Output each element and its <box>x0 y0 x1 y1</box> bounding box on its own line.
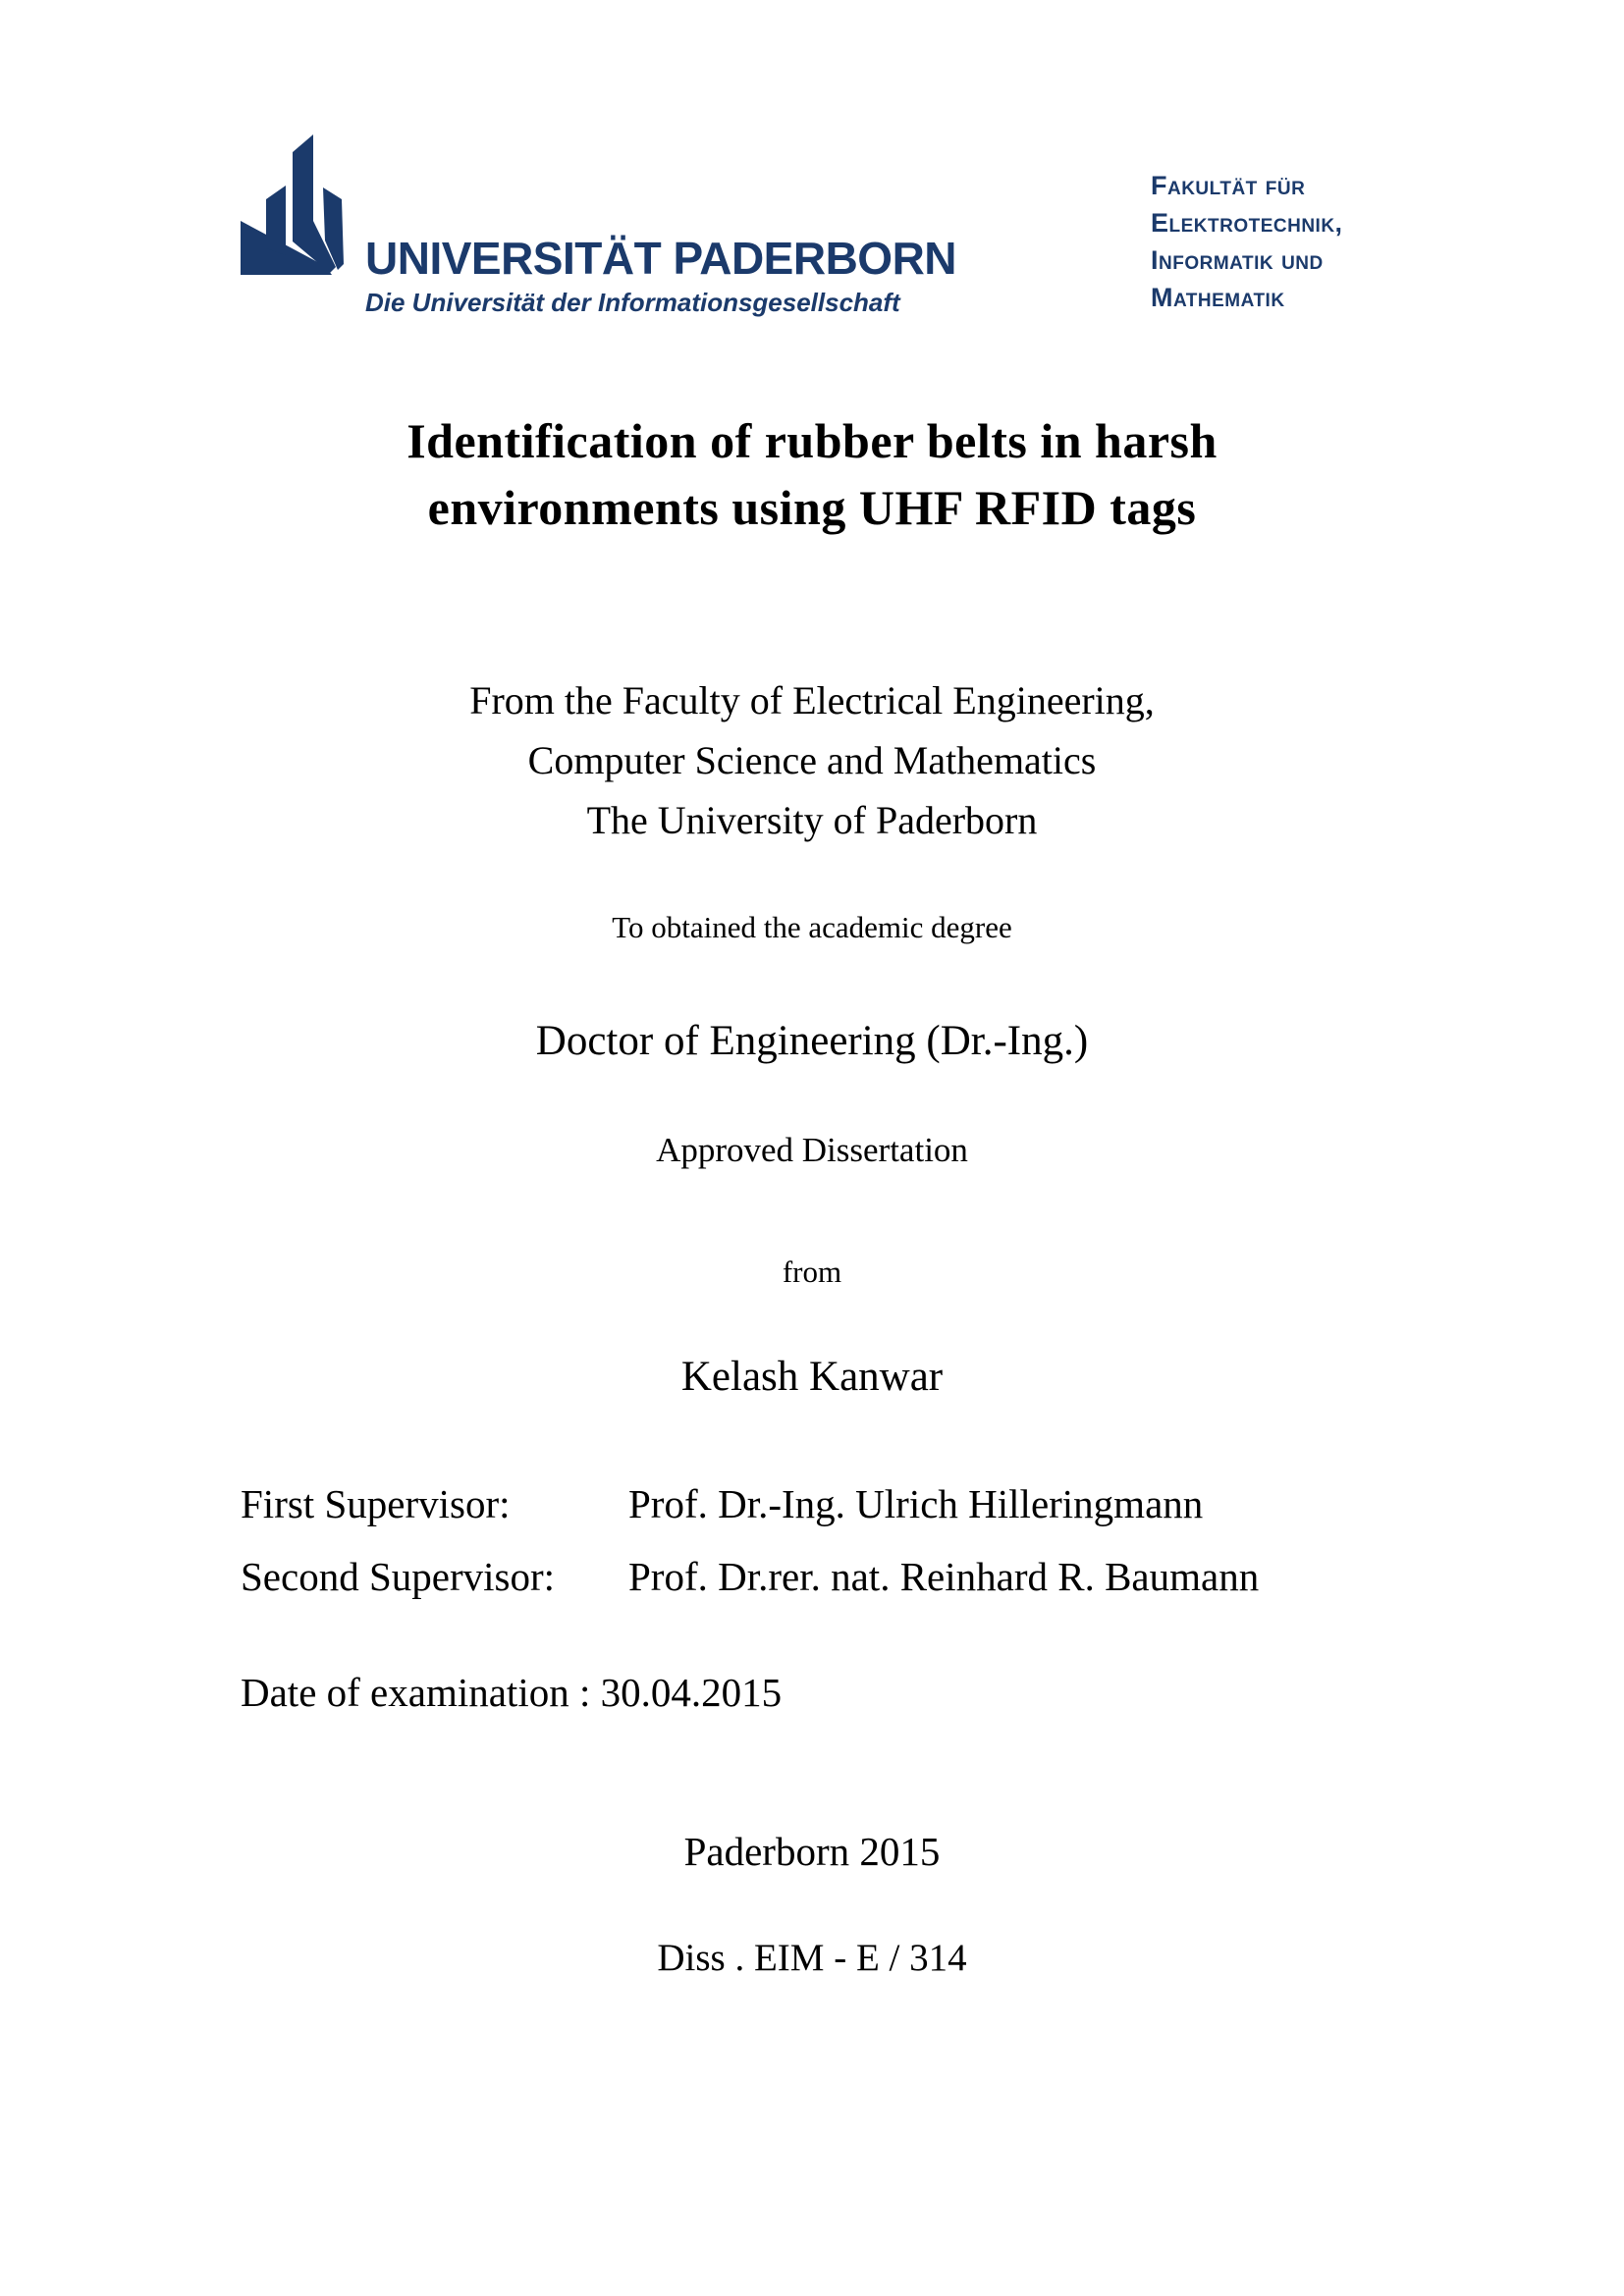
supervisor-row <box>241 1553 1259 1600</box>
supervisor-name: Prof. Dr.rer. nat. Reinhard R. Baumann <box>628 1554 1260 1599</box>
thesis-title-line2: environments using UHF RFID tags <box>427 480 1197 535</box>
dissertation-number: Diss . EIM - E / 314 <box>657 1937 967 1979</box>
affiliation-block <box>0 670 1624 850</box>
degree-name: Doctor of Engineering (Dr.-Ing.) <box>535 1018 1089 1064</box>
supervisor-row <box>241 1480 1259 1527</box>
thesis-title-line1: Identification of rubber belts in harsh <box>406 413 1218 468</box>
degree-type: Approved Dissertation <box>656 1131 968 1169</box>
author-from-label: from <box>782 1255 842 1289</box>
university-paderborn-logo-icon <box>239 131 349 278</box>
faculty-line: Elektrotechnik, <box>1151 208 1343 238</box>
faculty-block <box>1151 167 1343 316</box>
supervisor-label: First Supervisor: <box>241 1481 511 1526</box>
supervisors-block <box>241 1480 1259 1626</box>
author-name: Kelash Kanwar <box>680 1354 944 1400</box>
supervisor-name: Prof. Dr.-Ing. Ulrich Hilleringmann <box>628 1481 1204 1526</box>
supervisor-label: Second Supervisor: <box>241 1554 555 1599</box>
university-tagline: Die Universität der Informationsgesellschaft <box>365 288 900 317</box>
degree-intro: To obtained the academic degree <box>612 910 1012 944</box>
faculty-line: Informatik und <box>1151 245 1324 275</box>
affiliation-line: From the Faculty of Electrical Engineering, <box>469 678 1155 722</box>
faculty-line: Fakultät für <box>1151 171 1306 200</box>
affiliation-line: Computer Science and Mathematics <box>527 738 1097 782</box>
thesis-title <box>0 407 1624 541</box>
university-logo-text <box>365 233 1053 317</box>
university-name: UNIVERSITÄT PADERBORN <box>365 233 957 284</box>
affiliation-line: The University of Paderborn <box>586 798 1038 842</box>
examination-date: Date of examination : 30.04.2015 <box>241 1670 783 1715</box>
place-year: Paderborn 2015 <box>683 1829 941 1874</box>
faculty-line: Mathematik <box>1151 283 1285 312</box>
